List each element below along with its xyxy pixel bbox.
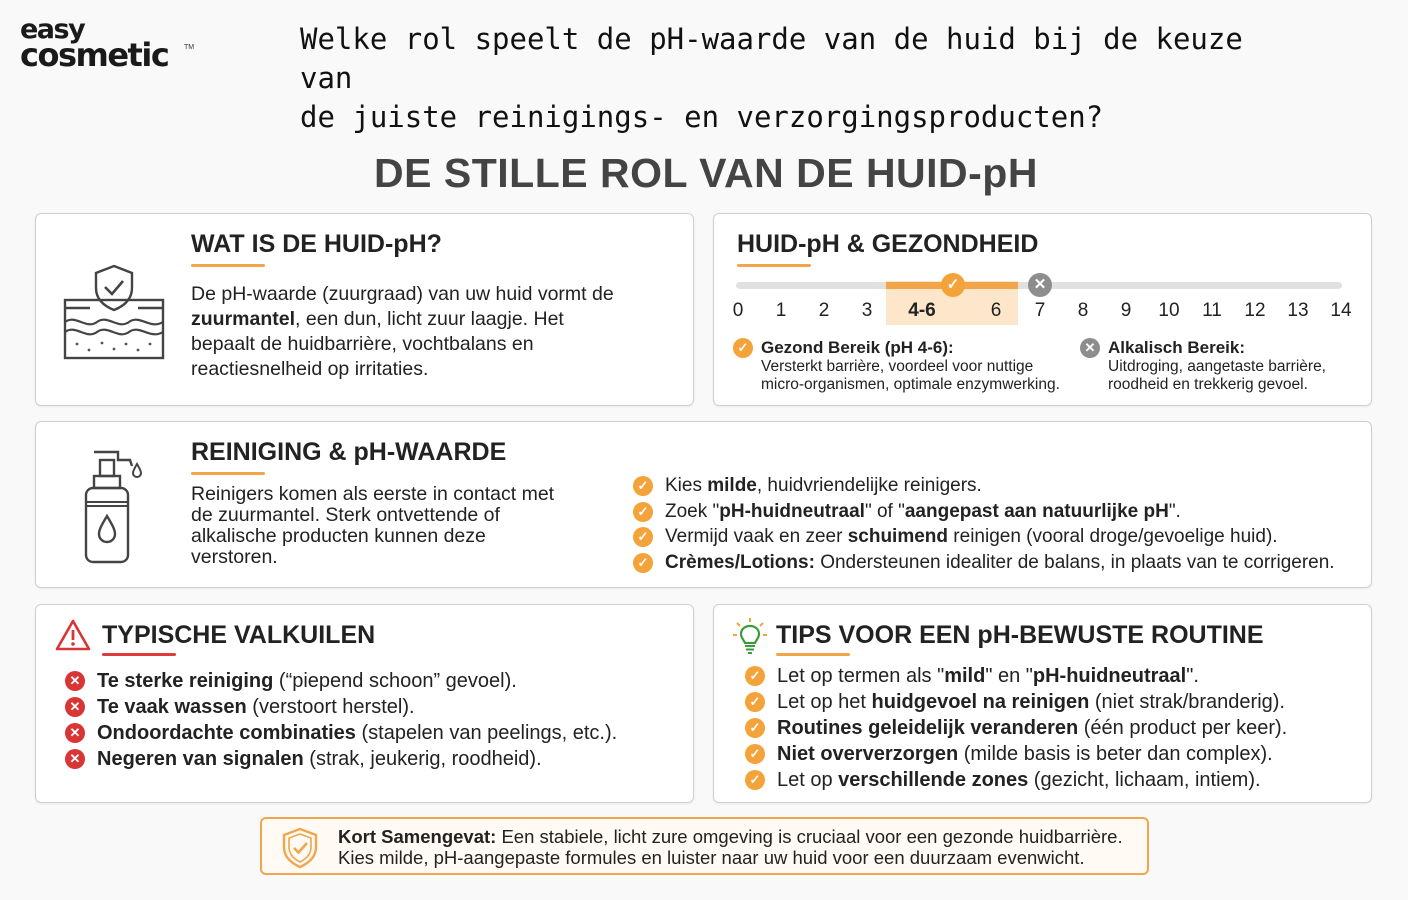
list-item: ✓ Crèmes/Lotions: Ondersteunen idealiter de balans, in plaats van te corrigeren.: [633, 550, 1335, 576]
lightbulb-icon: [732, 617, 768, 655]
list-item: ✓ Let op verschillende zones (gezicht, lichaam, intiem).: [745, 767, 1287, 793]
healthy-range-text: [761, 358, 1060, 394]
ph-label: 2: [818, 300, 830, 321]
summary-heading: Kort Samengevat:: [338, 826, 497, 847]
summary-line-1: [338, 826, 1123, 847]
title-underline: [776, 653, 850, 656]
card-ph-health: [713, 213, 1372, 406]
list-item: ✕ Te vaak wassen (verstoort herstel).: [65, 694, 617, 720]
desc-line: alkalische producten kunnen deze: [191, 525, 486, 547]
check-icon: ✓: [745, 770, 765, 790]
logo-line-1: easy: [20, 14, 85, 45]
summary-text: [338, 826, 1123, 868]
check-icon: ✓: [633, 502, 653, 522]
desc-line: De pH-waarde (zuurgraad) van uw huid vormt de: [191, 283, 614, 305]
card-description: [191, 484, 621, 568]
legend-line: micro-organismen, optimale enzymwerking.: [761, 376, 1060, 393]
x-icon: ✕: [65, 749, 85, 769]
list-item: ✓ Kies milde, huidvriendelijke reinigers.: [633, 473, 1335, 499]
desc-line: Reinigers komen als eerste in contact met: [191, 483, 555, 505]
check-icon: ✓: [633, 527, 653, 547]
list-item: ✓ Let op het huidgevoel na reinigen (niet strak/branderig).: [745, 689, 1287, 715]
question-line-2: de juiste reinigings- en verzorgingsproducten?: [300, 100, 1104, 134]
ph-label: 1: [775, 300, 787, 321]
x-icon: ✕: [65, 697, 85, 717]
card-title: HUID-pH & GEZONDHEID: [737, 230, 1039, 258]
ph-label: 7: [1034, 300, 1046, 321]
check-icon: ✓: [633, 476, 653, 496]
check-icon: ✓: [733, 338, 753, 358]
ph-label: 6: [990, 300, 1002, 321]
routine-tips-list: [745, 663, 1287, 793]
list-item: ✕ Te sterke reiniging (“piepend schoon” gevoel).: [65, 668, 617, 694]
title-underline: [191, 472, 265, 475]
question-line-1: Welke rol speelt de pH-waarde van de huid bij de keuze van: [300, 22, 1243, 95]
check-icon: ✓: [745, 692, 765, 712]
list-item: ✓ Vermijd vaak en zeer schuimend reinigen (vooral droge/gevoelige huid).: [633, 524, 1335, 550]
x-icon: ✕: [65, 723, 85, 743]
check-icon: ✓: [633, 553, 653, 573]
title-underline: [737, 264, 811, 267]
desc-line: reactiesnelheid op irritaties.: [191, 358, 429, 380]
cleansing-tips-list: [633, 473, 1335, 575]
desc-line: de zuurmantel. Sterk ontvettende of: [191, 504, 500, 526]
card-title: REINIGING & pH-WAARDE: [191, 438, 507, 466]
ph-label: 9: [1120, 300, 1132, 321]
ph-label: 11: [1202, 300, 1222, 321]
card-title: TIPS VOOR EEN pH-BEWUSTE ROUTINE: [776, 621, 1264, 649]
logo-trademark: TM: [184, 44, 195, 51]
card-what-is-skin-ph: [35, 213, 694, 406]
ph-label-healthy: 4-6: [908, 300, 936, 321]
ph-label: 0: [732, 300, 744, 321]
summary-text-1: Een stabiele, licht zure omgeving is cruciaal voor een gezonde huidbarrière.: [496, 826, 1123, 847]
list-item: ✕ Negeren van signalen (strak, jeukerig, roodheid).: [65, 746, 617, 772]
shield-check-icon: [281, 827, 319, 869]
alkaline-x-marker: ✕: [1028, 273, 1052, 297]
list-item: ✓ Let op termen als "mild" en "pH-huidneutraal".: [745, 663, 1287, 689]
ph-label: 3: [861, 300, 873, 321]
check-icon: ✓: [745, 744, 765, 764]
pitfalls-list: [65, 668, 617, 772]
warning-triangle-icon: [54, 618, 92, 652]
legend-line: Versterkt barrière, voordeel voor nuttige: [761, 358, 1034, 375]
ph-label: 14: [1330, 300, 1352, 321]
legend-line: roodheid en trekkerig gevoel.: [1108, 376, 1308, 393]
alkaline-range-text: [1108, 358, 1326, 394]
ph-label: 8: [1077, 300, 1089, 321]
list-item: ✓ Routines geleidelijk veranderen (één product per keer).: [745, 715, 1287, 741]
healthy-range-heading: Gezond Bereik (pH 4-6):: [761, 338, 954, 357]
ph-label: 10: [1158, 300, 1180, 321]
title-underline: [102, 653, 176, 656]
brand-logo: [20, 14, 195, 74]
healthy-check-marker: ✓: [941, 273, 965, 297]
card-ph-routine-tips: [713, 604, 1372, 803]
desc-line: [191, 307, 681, 332]
card-title: TYPISCHE VALKUILEN: [102, 621, 376, 649]
skin-shield-icon: [62, 262, 166, 362]
ph-label: 12: [1244, 300, 1266, 321]
card-typical-pitfalls: [35, 604, 694, 803]
card-title: WAT IS DE HUID-pH?: [191, 230, 442, 258]
list-item: ✓ Niet oververzorgen (milde basis is beter dan complex).: [745, 741, 1287, 767]
logo-line-2: cosmetic: [20, 36, 169, 74]
desc-bold: zuurmantel: [191, 308, 296, 330]
list-item: ✕ Ondoordachte combinaties (stapelen van peelings, etc.).: [65, 720, 617, 746]
ph-label: 13: [1287, 300, 1309, 321]
desc-text: , een dun, licht zuur laagje. Het: [295, 308, 564, 330]
legend-line: Uitdroging, aangetaste barrière,: [1108, 358, 1326, 375]
title-underline: [191, 264, 265, 267]
card-cleansing-ph: [35, 421, 1372, 588]
card-description: [191, 282, 681, 382]
x-icon: ✕: [65, 671, 85, 691]
page-question: [300, 20, 1300, 137]
x-icon: ✕: [1080, 338, 1100, 358]
desc-line: verstoren.: [191, 546, 278, 568]
check-icon: ✓: [745, 666, 765, 686]
alkaline-range-heading: Alkalisch Bereik:: [1108, 338, 1246, 357]
check-icon: ✓: [745, 718, 765, 738]
desc-line: bepaalt de huidbarrière, vochtbalans en: [191, 333, 534, 355]
summary-line-2: Kies milde, pH-aangepaste formules en luister naar uw huid voor een duurzaam evenwicht.: [338, 847, 1085, 868]
summary-box: [260, 817, 1149, 875]
main-title: DE STILLE ROL VAN DE HUID-pH: [374, 150, 1038, 196]
list-item: ✓ Zoek "pH-huidneutraal" of "aangepast aan natuurlijke pH".: [633, 499, 1335, 525]
pump-bottle-icon: [80, 446, 146, 566]
